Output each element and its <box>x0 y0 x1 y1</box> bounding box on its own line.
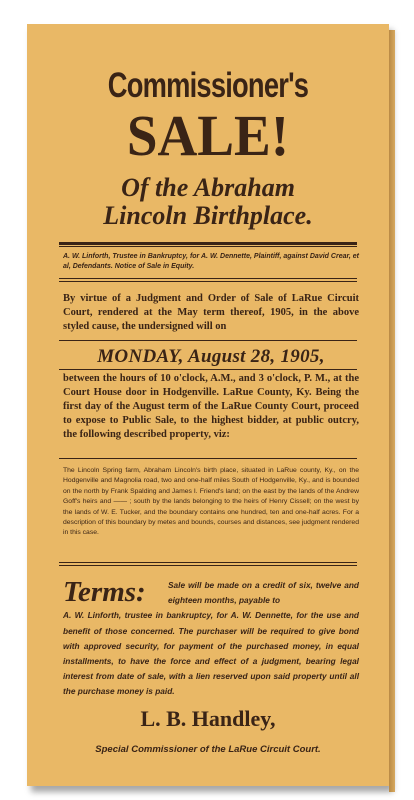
terms-rest: A. W. Linforth, trustee in bankruptcy, for A. W. Dennette, for the use and benefit of those concerned. The purchaser will be required to give bond with approved security, for payment of the purchased money, in equal installments, to have the force and effect of a judgment, bearing legal interest from date of sale, with a lien reserved upon said property until all the purchase money is paid. <box>63 610 359 697</box>
terms-heading: Terms: <box>63 576 146 608</box>
divider-2b <box>59 281 357 282</box>
sale-date: MONDAY, August 28, 1905, <box>97 346 325 367</box>
date-rule-top <box>59 340 357 341</box>
divider-thick <box>59 242 357 245</box>
signature-title: Special Commissioner of the LaRue Circuit Court. <box>95 744 321 755</box>
poster-title-commissioners: Commissioner's <box>107 66 309 105</box>
terms-text <box>63 578 359 700</box>
sale-poster <box>27 24 389 786</box>
divider-2 <box>59 278 357 279</box>
date-rule-bottom <box>59 369 357 370</box>
divider-4b <box>59 565 357 566</box>
case-note: A. W. Linforth, Trustee in Bankruptcy, for A. W. Dennette, Plaintiff, against David Crear, et al, Defendants. Notice of Sale in Equity. <box>63 253 359 270</box>
intro-paragraph: By virtue of a Judgment and Order of Sale of LaRue Circuit Court, rendered at the May term thereof, 1905, in the above styled cause, the undersigned will on <box>63 293 359 332</box>
terms-first-line: Sale will be made on a credit of six, twelve and eighteen months, payable to <box>168 580 359 606</box>
divider-thin <box>59 246 357 247</box>
signature-name: L. B. Handley, <box>140 706 276 731</box>
divider-4 <box>59 562 357 563</box>
poster-subtitle <box>27 174 389 230</box>
subtitle-line-2: Lincoln Birthplace. <box>103 201 313 230</box>
poster-title-sale: SALE! <box>126 103 290 168</box>
divider-3 <box>59 458 357 459</box>
sale-details-paragraph: between the hours of 10 o'clock, A.M., and 3 o'clock, P. M., at the Court House door in Hodgenville. LaRue County, Ky. Being the first day of the August term of the LaRue County Court, proceed to expose to Public Sale, to the highest bidder, at public outcry, the following described property, viz: <box>63 373 359 440</box>
property-description: The Lincoln Spring farm, Abraham Lincoln's birth place, situated in LaRue county, Ky., on the Hodgenville and Magnolia road, two and one-half miles South of Hodgenville, Ky., and is bounded on the north by Frank Spalding and James I. Friend's land; on the east by the lands of the Andrew Goff's heirs and —— ; south by the lands belonging to the heirs of Henry Cissell; on the west by the lands of W. E. Tucker, and the boundary contains one hundred, ten and one-half acres. For a description of this boundary by metes and bounds, courses and distances, see judgment rendered in this case. <box>63 467 359 537</box>
subtitle-line-1: Of the Abraham <box>121 173 295 202</box>
